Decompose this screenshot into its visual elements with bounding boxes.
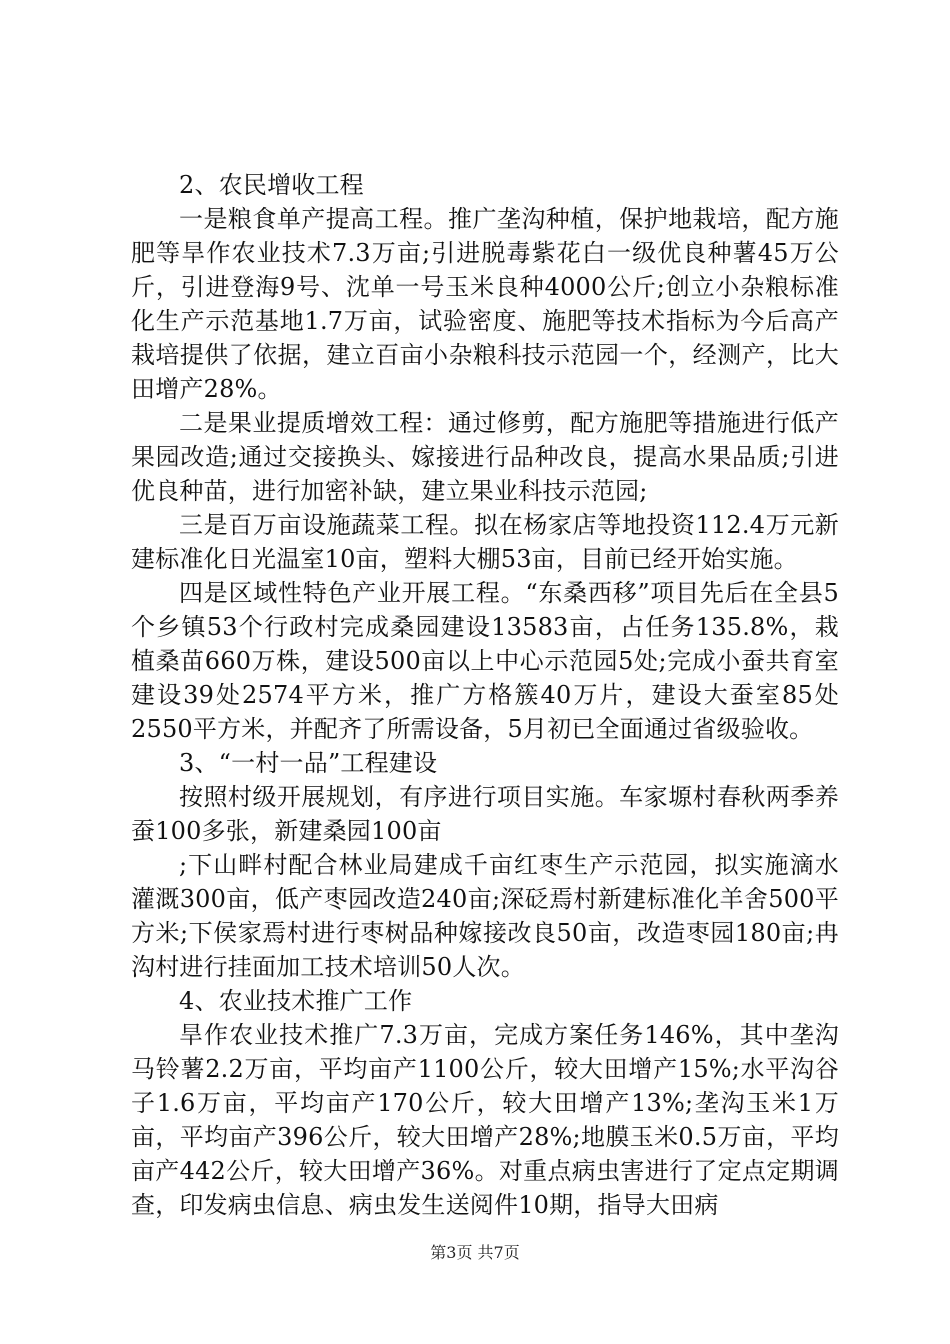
document-body [131,168,839,1222]
paragraph-village-projects: ;下山畔村配合林业局建成千亩红枣生产示范园，拟实施滴水灌溉300亩，低产枣园改造240亩;深砭焉村新建标准化羊舍500平方米;下侯家焉村进行枣树品种嫁接改良50亩，改造枣园180亩;冉沟村进行挂面加工技术培训50人次。 [131,851,839,981]
paragraph-fruit-industry: 二是果业提质增效工程：通过修剪，配方施肥等措施进行低产果园改造;通过交接换头、嫁接进行品种改良，提高水果品质;引进优良种苗，进行加密补缺，建立果业科技示范园; [131,409,839,505]
page-footer: 第3页 共7页 [430,1243,520,1262]
paragraph-vegetable-project: 三是百万亩设施蔬菜工程。拟在杨家店等地投资112.4万元新建标准化日光温室10亩，塑料大棚53亩，目前已经开始实施。 [131,511,839,573]
section-heading-tech-promotion: 4、农业技术推广工作 [179,987,413,1015]
paragraph-village-planning: 按照村级开展规划，有序进行项目实施。车家塬村春秋两季养蚕100多张，新建桑园100亩 [131,783,839,845]
section-heading-farmer-income: 2、农民增收工程 [179,171,364,199]
paragraph-grain-yield: 一是粮食单产提高工程。推广垄沟种植，保护地栽培，配方施肥等旱作农业技术7.3万亩;引进脱毒紫花白一级优良种薯45万公斤，引进登海9号、沈单一号玉米良种4000公斤;创立小杂粮标准化生产示范基地1.7万亩，试验密度、施肥等技术指标为今后高产栽培提供了依据，建立百亩小杂粮科技示范园一个，经测产，比大田增产28%。 [131,205,839,403]
section-heading-one-village-one-product: 3、“一村一品”工程建设 [179,749,438,777]
paragraph-regional-industry: 四是区域性特色产业开展工程。“东桑西移”项目先后在全县5个乡镇53个行政村完成桑园建设13583亩，占任务135.8%，栽植桑苗660万株，建设500亩以上中心示范园5处;完成小蚕共育室建设39处2574平方米，推广方格簇40万片，建设大蚕室85处2550平方米，并配齐了所需设备，5月初已全面通过省级验收。 [131,579,839,743]
paragraph-tech-promotion: 旱作农业技术推广7.3万亩，完成方案任务146%，其中垄沟马铃薯2.2万亩，平均亩产1100公斤，较大田增产15%;水平沟谷子1.6万亩，平均亩产170公斤，较大田增产13%;垄沟玉米1万亩，平均亩产396公斤，较大田增产28%;地膜玉米0.5万亩，平均亩产442公斤，较大田增产36%。对重点病虫害进行了定点定期调查，印发病虫信息、病虫发生送阅件10期，指导大田病 [131,1021,839,1219]
